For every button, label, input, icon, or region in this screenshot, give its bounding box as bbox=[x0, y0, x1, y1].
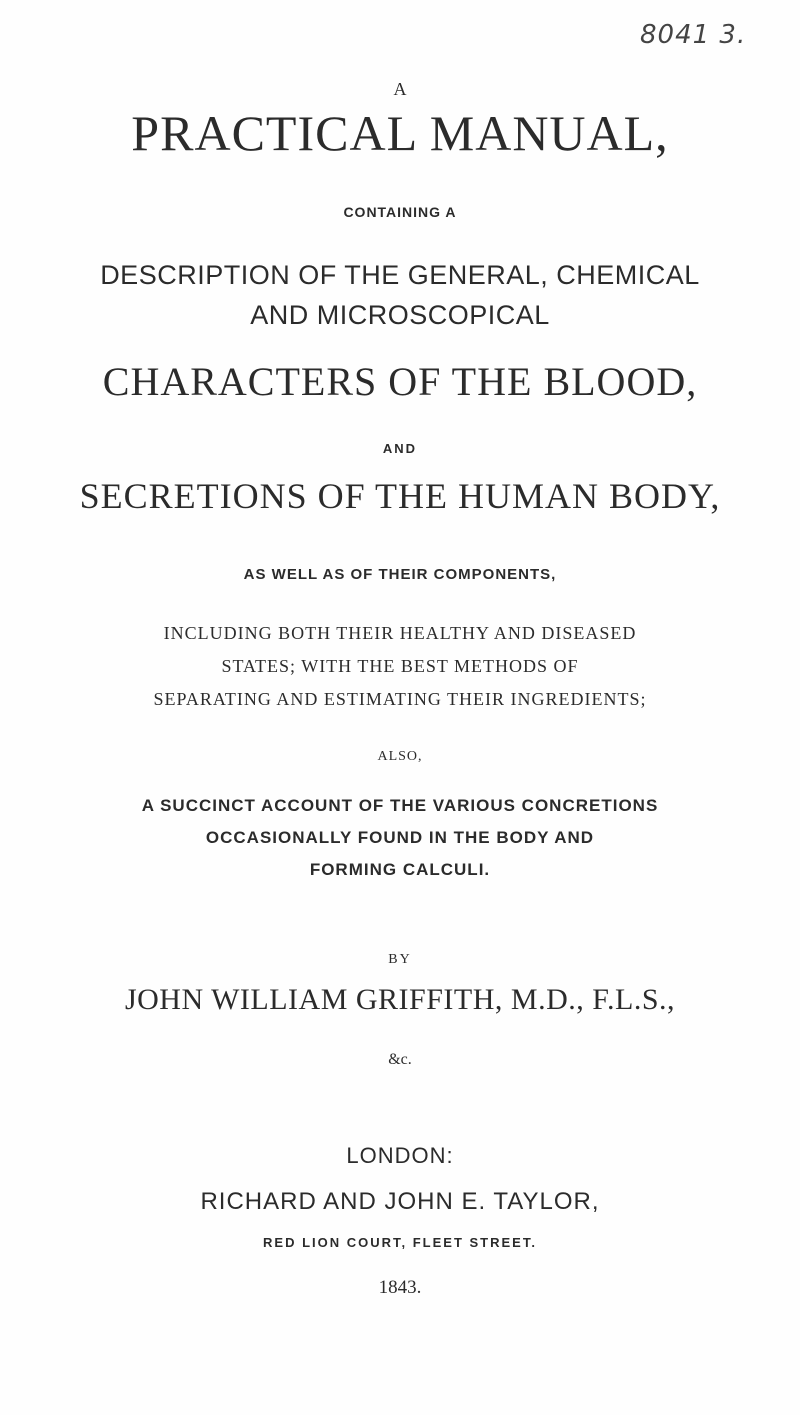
containing-label: CONTAINING A bbox=[343, 204, 457, 220]
author-name: JOHN WILLIAM GRIFFITH, M.D., F.L.S., bbox=[124, 983, 676, 1016]
description-line-1: DESCRIPTION OF THE GENERAL, CHEMICAL bbox=[100, 260, 700, 290]
description-line-2: AND MICROSCOPICAL bbox=[250, 300, 550, 330]
publication-place: LONDON: bbox=[346, 1143, 454, 1168]
by-label: BY bbox=[388, 952, 412, 967]
including-line-1: INCLUDING BOTH THEIR HEALTHY AND DISEASED bbox=[163, 623, 637, 643]
and-label: AND bbox=[382, 441, 418, 456]
also-label: ALSO, bbox=[377, 749, 423, 764]
publication-year: 1843. bbox=[378, 1277, 422, 1298]
succinct-line-1: A SUCCINCT ACCOUNT OF THE VARIOUS CONCRETIONS bbox=[141, 796, 659, 815]
including-line-3: SEPARATING AND ESTIMATING THEIR INGREDIENTS; bbox=[153, 689, 647, 709]
publisher-address: RED LION COURT, FLEET STREET. bbox=[263, 1235, 537, 1250]
main-title: PRACTICAL MANUAL, bbox=[131, 105, 669, 161]
including-line-2: STATES; WITH THE BEST METHODS OF bbox=[221, 656, 579, 676]
succinct-line-2: OCCASIONALLY FOUND IN THE BODY AND bbox=[205, 828, 595, 847]
succinct-line-3: FORMING CALCULI. bbox=[309, 860, 491, 879]
characters-heading: CHARACTERS OF THE BLOOD, bbox=[102, 359, 698, 404]
shelfmark-annotation: 8041 3. bbox=[640, 20, 747, 50]
publisher-name: RICHARD AND JOHN E. TAYLOR, bbox=[200, 1188, 600, 1215]
etc-label: &c. bbox=[388, 1051, 412, 1068]
title-article: A bbox=[393, 79, 407, 99]
components-line: AS WELL AS OF THEIR COMPONENTS, bbox=[243, 566, 557, 583]
secretions-heading: SECRETIONS OF THE HUMAN BODY, bbox=[79, 476, 721, 516]
